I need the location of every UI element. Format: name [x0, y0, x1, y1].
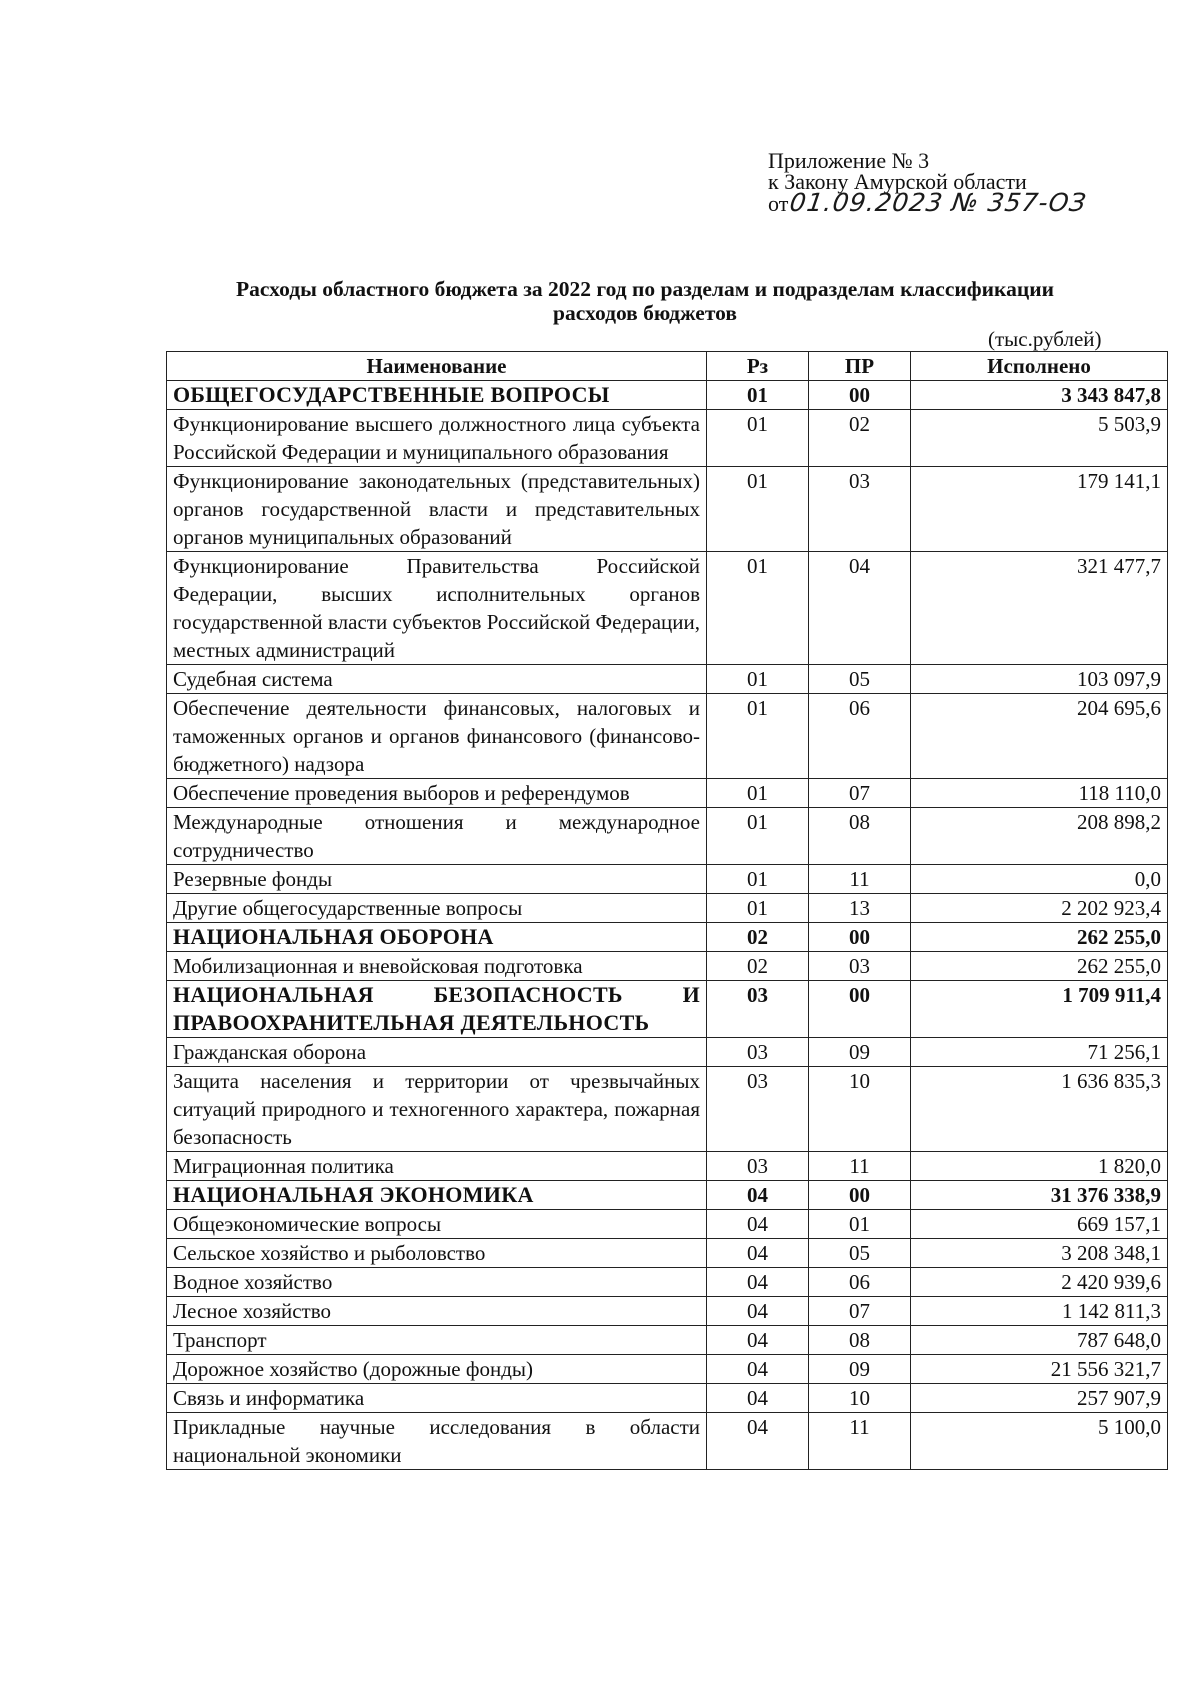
title-line-2: расходов бюджетов	[553, 301, 737, 325]
row-pr: 09	[809, 1355, 911, 1384]
row-amount: 179 141,1	[911, 467, 1168, 552]
row-amount: 2 420 939,6	[911, 1268, 1168, 1297]
row-amount: 204 695,6	[911, 694, 1168, 779]
row-pr: 00	[809, 923, 911, 952]
row-pr: 03	[809, 467, 911, 552]
date-prefix: от	[768, 191, 789, 216]
row-amount: 262 255,0	[911, 952, 1168, 981]
row-name: Лесное хозяйство	[167, 1297, 707, 1326]
row-amount: 103 097,9	[911, 665, 1168, 694]
row-amount: 118 110,0	[911, 779, 1168, 808]
row-pr: 05	[809, 665, 911, 694]
row-rz: 04	[707, 1413, 809, 1470]
row-amount: 1 636 835,3	[911, 1067, 1168, 1152]
row-rz: 01	[707, 694, 809, 779]
row-amount: 3 343 847,8	[911, 381, 1168, 410]
row-amount: 2 202 923,4	[911, 894, 1168, 923]
row-pr: 08	[809, 808, 911, 865]
row-rz: 01	[707, 552, 809, 665]
table-row	[167, 467, 1168, 552]
row-amount: 3 208 348,1	[911, 1239, 1168, 1268]
appendix-law-reference: к Закону Амурской области	[768, 169, 1027, 194]
table-row	[167, 1152, 1168, 1181]
section-row	[167, 1181, 1168, 1210]
row-rz: 04	[707, 1384, 809, 1413]
header-pr: ПР	[809, 352, 911, 381]
row-pr: 01	[809, 1210, 911, 1239]
row-pr: 03	[809, 952, 911, 981]
budget-table	[166, 351, 1168, 1470]
title-line-1: Расходы областного бюджета за 2022 год по разделам и подразделам классификации	[236, 277, 1054, 301]
row-amount: 21 556 321,7	[911, 1355, 1168, 1384]
section-row	[167, 923, 1168, 952]
row-name: НАЦИОНАЛЬНАЯ ЭКОНОМИКА	[167, 1181, 707, 1210]
row-amount: 1 709 911,4	[911, 981, 1168, 1038]
row-name: Обеспечение проведения выборов и референдумов	[167, 779, 707, 808]
header-amount: Исполнено	[911, 352, 1168, 381]
row-name: Международные отношения и международное сотрудничество	[167, 808, 707, 865]
row-name: ОБЩЕГОСУДАРСТВЕННЫЕ ВОПРОСЫ	[167, 381, 707, 410]
row-name: Водное хозяйство	[167, 1268, 707, 1297]
row-name: Связь и информатика	[167, 1384, 707, 1413]
table-row	[167, 865, 1168, 894]
document-title	[150, 277, 1140, 325]
row-rz: 04	[707, 1239, 809, 1268]
table-row	[167, 1067, 1168, 1152]
table-row	[167, 1355, 1168, 1384]
row-amount: 5 503,9	[911, 410, 1168, 467]
row-pr: 11	[809, 1152, 911, 1181]
section-row	[167, 381, 1168, 410]
row-name: Транспорт	[167, 1326, 707, 1355]
row-amount: 208 898,2	[911, 808, 1168, 865]
row-rz: 01	[707, 665, 809, 694]
row-name: Защита населения и территории от чрезвычайных ситуаций природного и техногенного характера, пожарная безопасность	[167, 1067, 707, 1152]
row-amount: 321 477,7	[911, 552, 1168, 665]
row-rz: 03	[707, 1152, 809, 1181]
appendix-header	[768, 148, 1089, 217]
table-row	[167, 694, 1168, 779]
row-amount: 669 157,1	[911, 1210, 1168, 1239]
row-pr: 05	[809, 1239, 911, 1268]
row-name: Другие общегосударственные вопросы	[167, 894, 707, 923]
row-amount: 262 255,0	[911, 923, 1168, 952]
row-pr: 10	[809, 1384, 911, 1413]
table-row	[167, 1413, 1168, 1470]
row-rz: 04	[707, 1355, 809, 1384]
row-rz: 01	[707, 467, 809, 552]
row-pr: 00	[809, 1181, 911, 1210]
table-row	[167, 1384, 1168, 1413]
row-name: НАЦИОНАЛЬНАЯ ОБОРОНА	[167, 923, 707, 952]
row-rz: 04	[707, 1210, 809, 1239]
row-amount: 31 376 338,9	[911, 1181, 1168, 1210]
row-pr: 06	[809, 1268, 911, 1297]
header-rz: Рз	[707, 352, 809, 381]
row-rz: 01	[707, 894, 809, 923]
row-rz: 01	[707, 381, 809, 410]
table-row	[167, 665, 1168, 694]
table-row	[167, 1268, 1168, 1297]
row-rz: 01	[707, 779, 809, 808]
units-label: (тыс.рублей)	[988, 327, 1102, 351]
row-rz: 02	[707, 923, 809, 952]
handwritten-date-number: 01.09.2023 № 357-ОЗ	[788, 188, 1089, 217]
row-rz: 02	[707, 952, 809, 981]
header-name: Наименование	[167, 352, 707, 381]
table-row	[167, 1038, 1168, 1067]
row-pr: 10	[809, 1067, 911, 1152]
table-row	[167, 410, 1168, 467]
row-rz: 01	[707, 865, 809, 894]
appendix-date-line	[768, 188, 1089, 217]
row-rz: 03	[707, 1067, 809, 1152]
section-row	[167, 981, 1168, 1038]
row-amount: 1 820,0	[911, 1152, 1168, 1181]
row-name: Гражданская оборона	[167, 1038, 707, 1067]
row-rz: 03	[707, 981, 809, 1038]
row-pr: 08	[809, 1326, 911, 1355]
row-amount: 257 907,9	[911, 1384, 1168, 1413]
row-name: Резервные фонды	[167, 865, 707, 894]
row-name: Функционирование Правительства Российской Федерации, высших исполнительных органов государственной власти субъектов Российской Федерации, местных администраций	[167, 552, 707, 665]
row-pr: 11	[809, 865, 911, 894]
row-rz: 01	[707, 808, 809, 865]
row-pr: 00	[809, 981, 911, 1038]
table-row	[167, 779, 1168, 808]
table-header-row	[167, 352, 1168, 381]
row-amount: 5 100,0	[911, 1413, 1168, 1470]
row-name: Миграционная политика	[167, 1152, 707, 1181]
row-name: Мобилизационная и вневойсковая подготовка	[167, 952, 707, 981]
appendix-number: Приложение № 3	[768, 148, 930, 173]
row-pr: 06	[809, 694, 911, 779]
row-pr: 00	[809, 381, 911, 410]
table-row	[167, 894, 1168, 923]
row-amount: 0,0	[911, 865, 1168, 894]
row-name: Функционирование высшего должностного лица субъекта Российской Федерации и муниципального образования	[167, 410, 707, 467]
row-pr: 07	[809, 779, 911, 808]
row-name: Обеспечение деятельности финансовых, налоговых и таможенных органов и органов финансового (финансово-бюджетного) надзора	[167, 694, 707, 779]
row-name: Общеэкономические вопросы	[167, 1210, 707, 1239]
row-pr: 04	[809, 552, 911, 665]
row-rz: 04	[707, 1181, 809, 1210]
table-row	[167, 1297, 1168, 1326]
row-name: Сельское хозяйство и рыболовство	[167, 1239, 707, 1268]
row-amount: 71 256,1	[911, 1038, 1168, 1067]
table-row	[167, 1210, 1168, 1239]
row-pr: 07	[809, 1297, 911, 1326]
row-rz: 03	[707, 1038, 809, 1067]
row-name: НАЦИОНАЛЬНАЯ БЕЗОПАСНОСТЬ И ПРАВООХРАНИТЕЛЬНАЯ ДЕЯТЕЛЬНОСТЬ	[167, 981, 707, 1038]
row-pr: 13	[809, 894, 911, 923]
row-amount: 787 648,0	[911, 1326, 1168, 1355]
table-body	[167, 381, 1168, 1470]
row-rz: 04	[707, 1326, 809, 1355]
row-amount: 1 142 811,3	[911, 1297, 1168, 1326]
row-rz: 04	[707, 1268, 809, 1297]
table-row	[167, 808, 1168, 865]
table-row	[167, 1326, 1168, 1355]
row-rz: 01	[707, 410, 809, 467]
table-row	[167, 552, 1168, 665]
row-name: Функционирование законодательных (представительных) органов государственной власти и представительных органов муниципальных образований	[167, 467, 707, 552]
row-pr: 02	[809, 410, 911, 467]
row-name: Дорожное хозяйство (дорожные фонды)	[167, 1355, 707, 1384]
row-name: Прикладные научные исследования в области национальной экономики	[167, 1413, 707, 1470]
table-row	[167, 1239, 1168, 1268]
table-row	[167, 952, 1168, 981]
row-pr: 09	[809, 1038, 911, 1067]
row-rz: 04	[707, 1297, 809, 1326]
row-name: Судебная система	[167, 665, 707, 694]
row-pr: 11	[809, 1413, 911, 1470]
